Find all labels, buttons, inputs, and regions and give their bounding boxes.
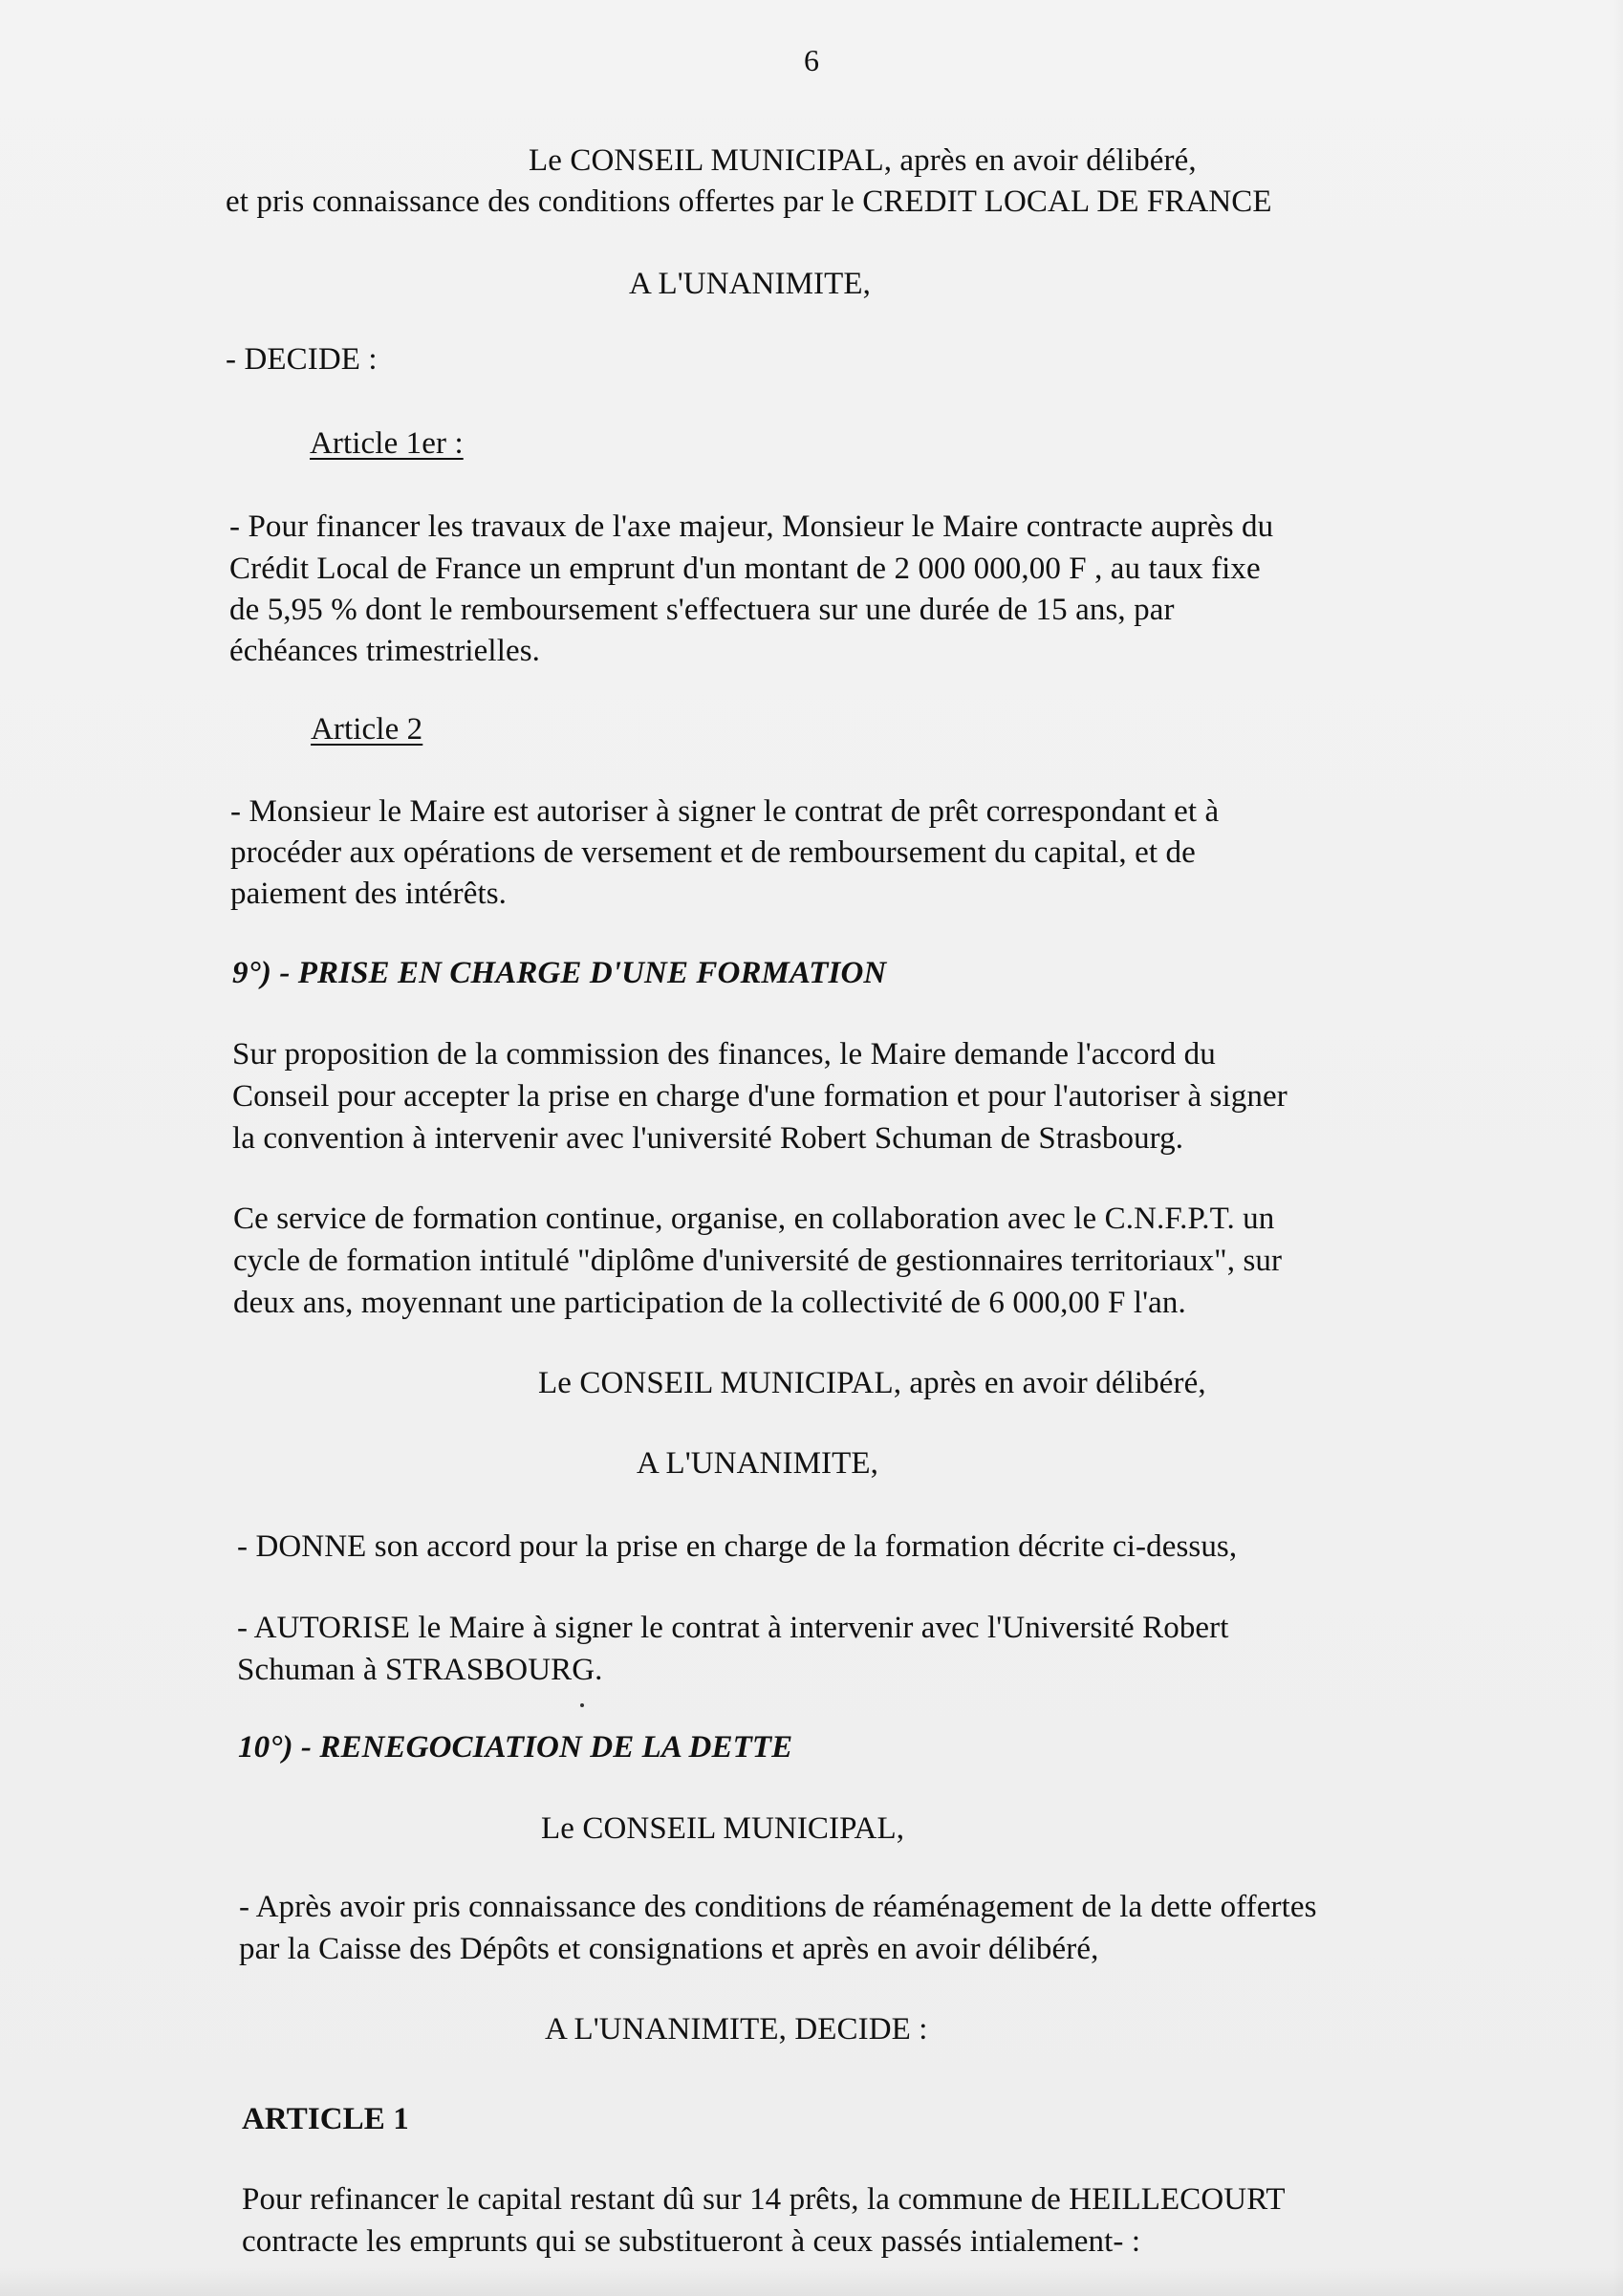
- section-10-article-1-heading: ARTICLE 1: [242, 2102, 409, 2136]
- section-9-autorise-line: Schuman à STRASBOURG.: [237, 1653, 603, 1687]
- article-1er-text-line: de 5,95 % dont le remboursement s'effectuera sur une durée de 15 ans, par: [229, 593, 1175, 627]
- section-9-para1-line: Sur proposition de la commission des finances, le Maire demande l'accord du: [232, 1037, 1216, 1072]
- section-10-vote-decide: A L'UNANIMITE, DECIDE :: [545, 2012, 928, 2047]
- section-10-council-line: Le CONSEIL MUNICIPAL,: [541, 1811, 905, 1846]
- stray-dot-mark: [580, 1703, 584, 1707]
- page-edge-shading: [1613, 0, 1623, 2296]
- article-1er-text-line: Crédit Local de France un emprunt d'un montant de 2 000 000,00 F , au taux fixe: [229, 552, 1261, 586]
- section-9-para1-line: Conseil pour accepter la prise en charge d'une formation et pour l'autoriser à signer: [232, 1079, 1288, 1114]
- section-10-article-1-line: contracte les emprunts qui se substitueront à ceux passés intialement- :: [242, 2224, 1141, 2259]
- article-2-text-line: - Monsieur le Maire est autoriser à signer le contrat de prêt correspondant et à: [230, 794, 1220, 829]
- section-9-autorise-line: - AUTORISE le Maire à signer le contrat à intervenir avec l'Université Robert: [237, 1611, 1229, 1645]
- article-2-heading: Article 2: [311, 712, 423, 747]
- page-bottom-shadow: [0, 2267, 1623, 2296]
- section-10-article-1-line: Pour refinancer le capital restant dû sur 14 prêts, la commune de HEILLECOURT: [242, 2182, 1286, 2217]
- section-9-para1-line: la convention à intervenir avec l'université Robert Schuman de Strasbourg.: [232, 1121, 1184, 1156]
- section-10-apres-line: - Après avoir pris connaissance des conditions de réaménagement de la dette offertes: [239, 1890, 1317, 1924]
- article-1er-text-line: - Pour financer les travaux de l'axe majeur, Monsieur le Maire contracte auprès du: [229, 509, 1274, 544]
- decide-label: - DECIDE :: [226, 342, 378, 377]
- article-2-text-line: paiement des intérêts.: [230, 877, 508, 911]
- section-9-para2-line: cycle de formation intitulé "diplôme d'université de gestionnaires territoriaux", sur: [233, 1244, 1283, 1278]
- article-2-text-line: procéder aux opérations de versement et de remboursement du capital, et de: [230, 835, 1196, 870]
- section-9-vote: A L'UNANIMITE,: [637, 1446, 878, 1481]
- council-deliberation-line: Le CONSEIL MUNICIPAL, après en avoir délibéré,: [529, 143, 1197, 178]
- vote-unanimity: A L'UNANIMITE,: [629, 267, 871, 301]
- section-9-para2-line: Ce service de formation continue, organise, en collaboration avec le C.N.F.P.T. un: [233, 1202, 1275, 1236]
- section-9-para2-line: deux ans, moyennant une participation de la collectivité de 6 000,00 F l'an.: [233, 1286, 1186, 1320]
- section-9-donne-line: - DONNE son accord pour la prise en charge de la formation décrite ci-dessus,: [237, 1529, 1238, 1564]
- section-10-apres-line: par la Caisse des Dépôts et consignations et après en avoir délibéré,: [239, 1932, 1099, 1966]
- section-9-title: 9°) - PRISE EN CHARGE D'UNE FORMATION: [232, 956, 887, 990]
- article-1er-text-line: échéances trimestrielles.: [229, 634, 541, 668]
- page-number: 6: [804, 43, 820, 77]
- section-10-title: 10°) - RENEGOCIATION DE LA DETTE: [238, 1730, 793, 1765]
- conditions-credit-local-line: et pris connaissance des conditions offertes par le CREDIT LOCAL DE FRANCE: [226, 184, 1272, 219]
- article-1er-heading: Article 1er :: [310, 426, 464, 461]
- section-9-council-line: Le CONSEIL MUNICIPAL, après en avoir délibéré,: [538, 1366, 1206, 1400]
